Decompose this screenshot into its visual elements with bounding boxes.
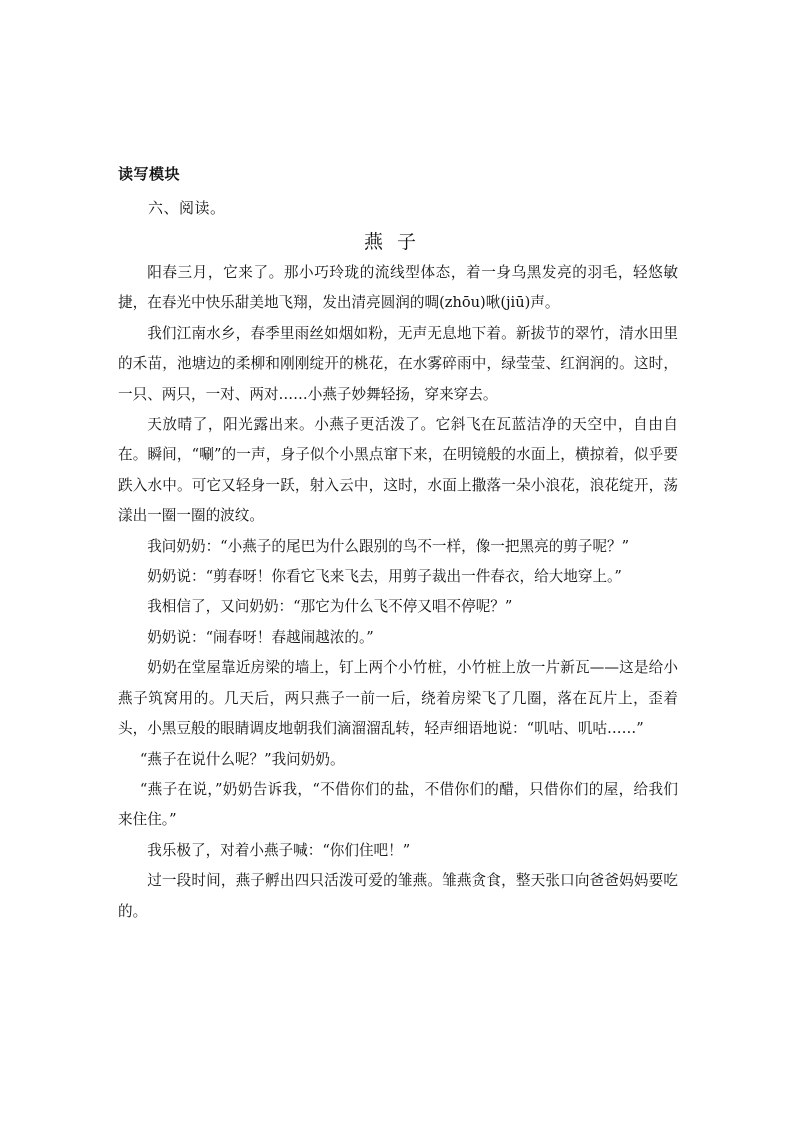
section-heading: 六、阅读。 [148,199,226,217]
paragraph-12: 过一段时间，燕子孵出四只活泼可爱的雏燕。雏燕贪食，整天张口向爸爸妈妈要吃的。 [118,872,678,920]
paragraph-10: “燕子在说，”奶奶告诉我，“不借你们的盐，不借你们的醋，只借你们的屋，给我们来住住。” [118,780,678,829]
paragraph-8: 奶奶在堂屋靠近房梁的墙上，钉上两个小竹桩，小竹桩上放一片新瓦——这是给小燕子筑窝用的。几天后，两只燕子一前一后，绕着房梁飞了几圈，落在瓦片上，歪着头，小黑豆般的眼睛调皮地朝我们滴溜溜乱转，轻声细语地说：“叽咕、叽咕……” [118,659,678,738]
paragraph-2: 我们江南水乡，春季里雨丝如烟如粉，无声无息地下着。新拔节的翠竹，清水田里的禾苗，池塘边的柔柳和刚刚绽开的桃花，在水雾碎雨中，绿莹莹、红润润的。这时，一只、两只，一对、两对……小燕子妙舞轻扬，穿来穿去。 [118,324,678,403]
paragraph-1: 阳春三月，它来了。那小巧玲珑的流线型体态，着一身乌黑发亮的羽毛，轻悠敏捷，在春光中快乐甜美地飞翔，发出清亮圆润的啁(zhōu)啾(jiū)声。 [118,264,678,312]
paragraph-6: 我相信了，又问奶奶：“那它为什么飞不停又唱不停呢？” [147,598,513,616]
article-title: 燕子 [363,231,430,253]
paragraph-11: 我乐极了，对着小燕子喊：“你们住吧！” [147,841,411,859]
paragraph-9: “燕子在说什么呢？”我问奶奶。 [139,750,345,768]
paragraph-4: 我问奶奶：“小燕子的尾巴为什么跟别的鸟不一样，像一把黑亮的剪子呢？” [147,537,630,555]
paragraph-3: 天放晴了，阳光露出来。小燕子更活泼了。它斜飞在瓦蓝洁净的天空中，自由自在。瞬间，“唰”的一声，身子似个小黑点窜下来，在明镜般的水面上，横掠着，似乎要跌入水中。可它又轻身一跃，射入云中，这时，水面上撒落一朵小浪花，浪花绽开，荡漾出一圈一圈的波纹。 [118,416,678,525]
article-body [118,258,678,927]
paragraph-7: 奶奶说：“闹春呀！春越闹越浓的。” [147,628,374,646]
paragraph-5: 奶奶说：“剪春呀！你看它飞来飞去，用剪子裁出一件春衣，给大地穿上。” [147,568,622,586]
module-heading: 读写模块 [118,165,181,183]
